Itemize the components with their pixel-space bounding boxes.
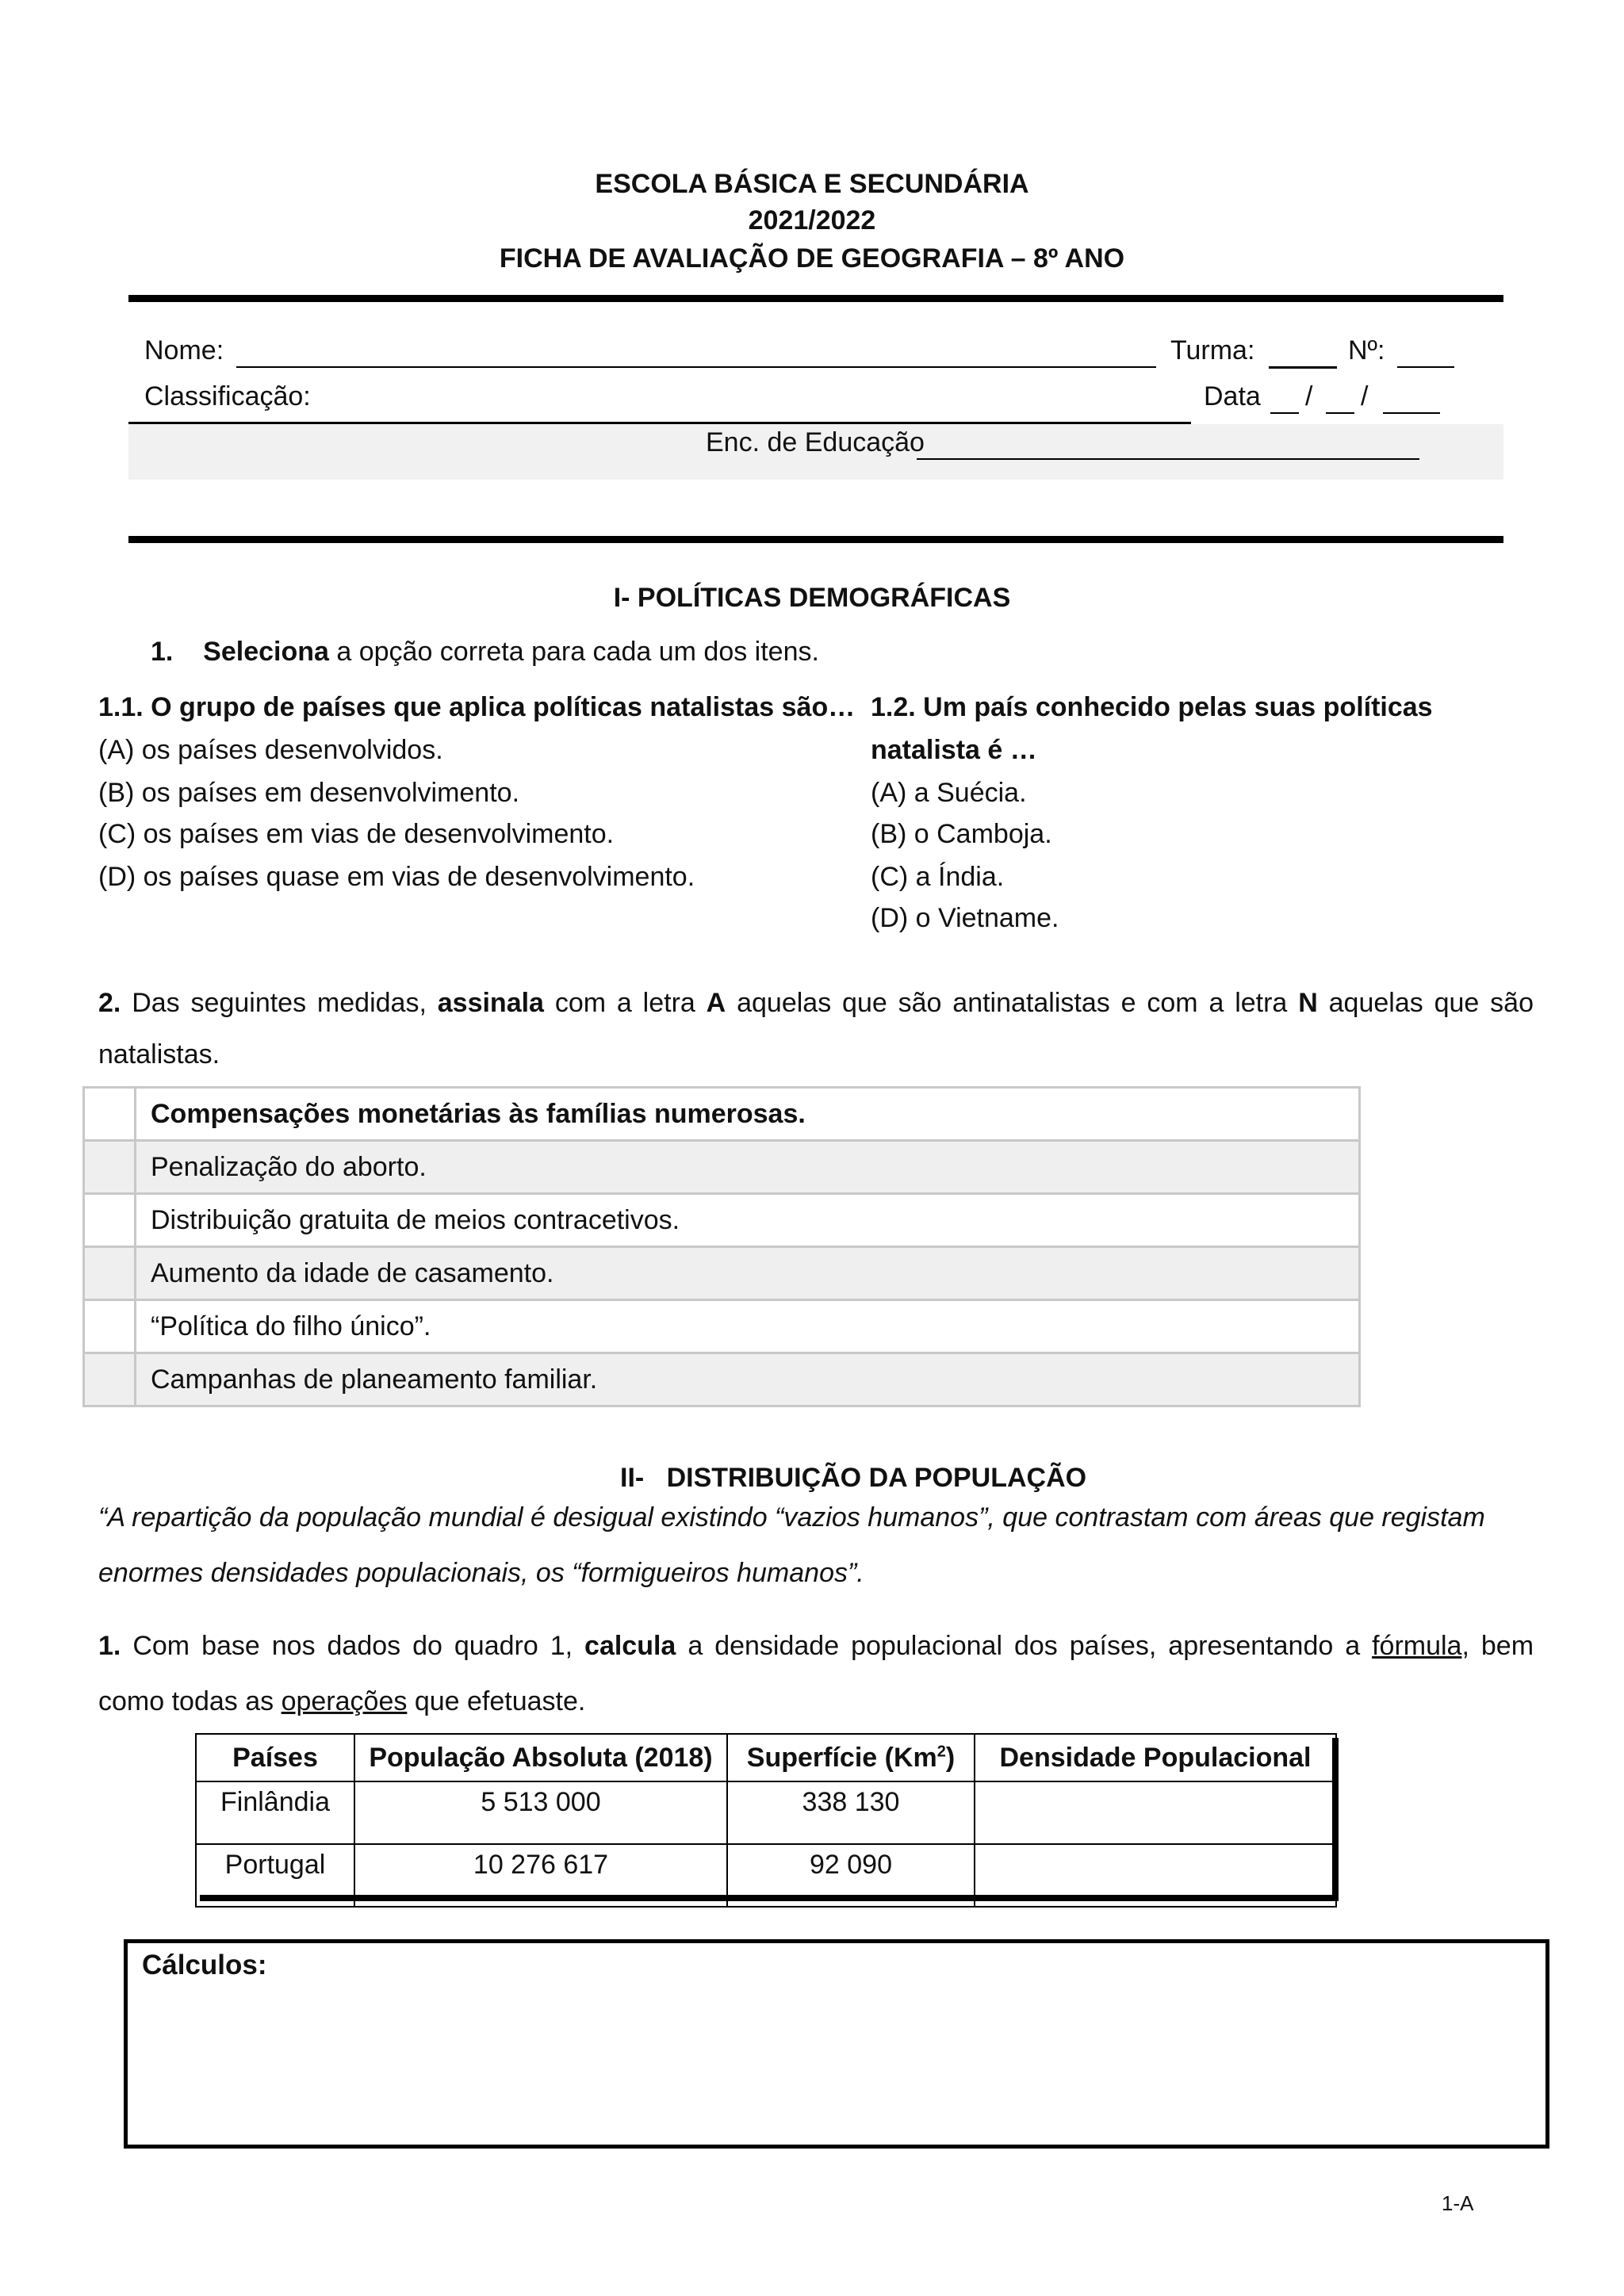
table-row	[84, 1141, 1360, 1194]
question-1-1-option-c[interactable]: (C) os países em vias de desenvolvimento.	[98, 819, 615, 849]
col-header-countries: Países	[196, 1734, 354, 1781]
cell-population: 10 276 617	[354, 1844, 727, 1907]
answer-box[interactable]	[84, 1247, 136, 1300]
class-input-line[interactable]	[1269, 366, 1337, 369]
question-2-letter-n: N	[1298, 988, 1318, 1018]
page-title: FICHA DE AVALIAÇÃO DE GEOGRAFIA – 8º ANO	[499, 243, 1125, 274]
school-year: 2021/2022	[748, 205, 876, 235]
measure-text: Campanhas de planeamento familiar.	[136, 1353, 1360, 1406]
question-2-letter-a: A	[706, 988, 726, 1018]
question-1-2-stem-line1: 1.2. Um país conhecido pelas suas políticas	[871, 692, 1433, 722]
grade-label: Classificação:	[144, 381, 311, 411]
number-label: Nº:	[1348, 335, 1385, 365]
table-row	[84, 1300, 1360, 1353]
answer-box[interactable]	[84, 1141, 136, 1194]
date-separator-2: /	[1361, 381, 1369, 411]
area-superscript: 2	[936, 1743, 946, 1761]
table-row	[84, 1194, 1360, 1247]
measure-text: Penalização do aborto.	[136, 1141, 1360, 1194]
cell-density-input[interactable]	[975, 1781, 1336, 1844]
measure-text: Aumento da idade de casamento.	[136, 1247, 1360, 1300]
date-day-line[interactable]	[1270, 412, 1299, 414]
date-separator-1: /	[1305, 381, 1313, 411]
guardian-label: Enc. de Educação	[706, 427, 925, 457]
date-label: Data	[1204, 381, 1261, 411]
question-2-line1	[98, 975, 1534, 1031]
table-row	[84, 1353, 1360, 1406]
header-bottom-rule	[128, 536, 1503, 543]
cell-country: Finlândia	[196, 1781, 354, 1844]
col-header-density: Densidade Populacional	[975, 1734, 1336, 1781]
date-month-line[interactable]	[1326, 412, 1354, 414]
question-2-text-c: aquelas que são antinatalistas e com a letra	[737, 988, 1288, 1018]
section-2-title-text: DISTRIBUIÇÃO DA POPULAÇÃO	[666, 1463, 1087, 1493]
cell-area: 338 130	[727, 1781, 975, 1844]
question-1-1-option-d[interactable]: (D) os países quase em vias de desenvolvimento.	[98, 862, 695, 892]
section-2-title	[620, 1460, 1086, 1495]
question-2-text-a: Das seguintes medidas,	[132, 988, 427, 1018]
question-2-text-b: com a letra	[554, 988, 695, 1018]
measure-text: Distribuição gratuita de meios contracetivos.	[136, 1194, 1360, 1247]
answer-box[interactable]	[84, 1300, 136, 1353]
col-header-population: População Absoluta (2018)	[354, 1734, 727, 1781]
formula-word: fórmula	[1372, 1631, 1462, 1661]
question-1-1-option-b[interactable]: (B) os países em desenvolvimento.	[98, 778, 520, 808]
question-2-line2: natalistas.	[98, 1039, 220, 1070]
calculations-label: Cálculos:	[142, 1950, 267, 1980]
table-row	[196, 1781, 1336, 1844]
cell-area: 92 090	[727, 1844, 975, 1907]
table-row	[196, 1844, 1336, 1907]
section-2-question-1-line2	[98, 1684, 585, 1719]
cell-country: Portugal	[196, 1844, 354, 1907]
col-header-area-close: )	[945, 1742, 956, 1773]
quote-line2: enormes densidades populacionais, os “formigueiros humanos”.	[98, 1558, 864, 1588]
school-name: ESCOLA BÁSICA E SECUNDÁRIA	[595, 169, 1029, 199]
cell-population: 5 513 000	[354, 1781, 727, 1844]
section-2-question-1-verb: calcula	[584, 1631, 676, 1661]
table-row	[84, 1088, 1360, 1141]
question-1-instruction	[151, 634, 819, 669]
question-2-verb: assinala	[437, 988, 544, 1018]
header-top-rule	[128, 295, 1503, 302]
section-2-question-1-text-c: , bem	[1461, 1631, 1534, 1661]
section-2-question-1-text-b: a densidade populacional dos países, apresentando a	[688, 1631, 1361, 1661]
answer-box[interactable]	[84, 1088, 136, 1141]
section-2-question-1-text-d: como todas as	[98, 1686, 274, 1716]
section-1-title: I- POLÍTICAS DEMOGRÁFICAS	[613, 583, 1011, 613]
question-1-2-stem-line2: natalista é …	[871, 735, 1037, 765]
name-input-line[interactable]	[236, 366, 1156, 368]
col-header-area-text: Superfície (Km	[746, 1742, 937, 1773]
class-label: Turma:	[1170, 335, 1255, 365]
quote-line1: “A repartição da população mundial é desigual existindo “vazios humanos”, que contrastam com áreas que registam	[98, 1502, 1485, 1533]
col-header-area	[727, 1734, 975, 1781]
operations-word: operações	[281, 1686, 408, 1716]
page-number: 1-A	[1442, 2191, 1474, 2215]
section-2-question-1-line1	[98, 1628, 1534, 1663]
question-1-2-option-a[interactable]: (A) a Suécia.	[871, 778, 1027, 808]
section-2-question-1-number: 1.	[98, 1631, 121, 1661]
question-1-1-stem: 1.1. O grupo de países que aplica políticas natalistas são…	[98, 692, 856, 722]
answer-box[interactable]	[84, 1353, 136, 1406]
question-1-text: a opção correta para cada um dos itens.	[336, 637, 819, 667]
number-input-line[interactable]	[1397, 366, 1454, 368]
question-1-1-option-a[interactable]: (A) os países desenvolvidos.	[98, 735, 443, 765]
density-table	[195, 1733, 1337, 1908]
calculations-box[interactable]	[124, 1939, 1549, 2149]
section-2-number: II-	[620, 1463, 645, 1493]
answer-box[interactable]	[84, 1194, 136, 1247]
question-1-2-option-d[interactable]: (D) o Vietname.	[871, 903, 1059, 933]
question-2-text-d: aquelas que são	[1328, 988, 1534, 1018]
name-label: Nome:	[144, 335, 224, 365]
question-1-number: 1.	[151, 637, 174, 667]
measures-table	[82, 1086, 1361, 1407]
measure-text: Compensações monetárias às famílias numerosas.	[136, 1088, 1360, 1141]
question-2-number: 2.	[98, 988, 121, 1018]
measure-text: “Política do filho único”.	[136, 1300, 1360, 1353]
question-1-2-option-b[interactable]: (B) o Camboja.	[871, 819, 1052, 849]
table-row	[84, 1247, 1360, 1300]
guardian-input-line[interactable]	[917, 458, 1419, 460]
table-header-row	[196, 1734, 1336, 1781]
question-1-2-option-c[interactable]: (C) a Índia.	[871, 862, 1005, 892]
cell-density-input[interactable]	[975, 1844, 1336, 1907]
date-year-line[interactable]	[1383, 412, 1440, 414]
section-2-question-1-text-e: que efetuaste.	[414, 1686, 586, 1716]
section-2-question-1-text-a: Com base nos dados do quadro 1,	[132, 1631, 573, 1661]
question-1-verb: Seleciona	[203, 637, 329, 667]
